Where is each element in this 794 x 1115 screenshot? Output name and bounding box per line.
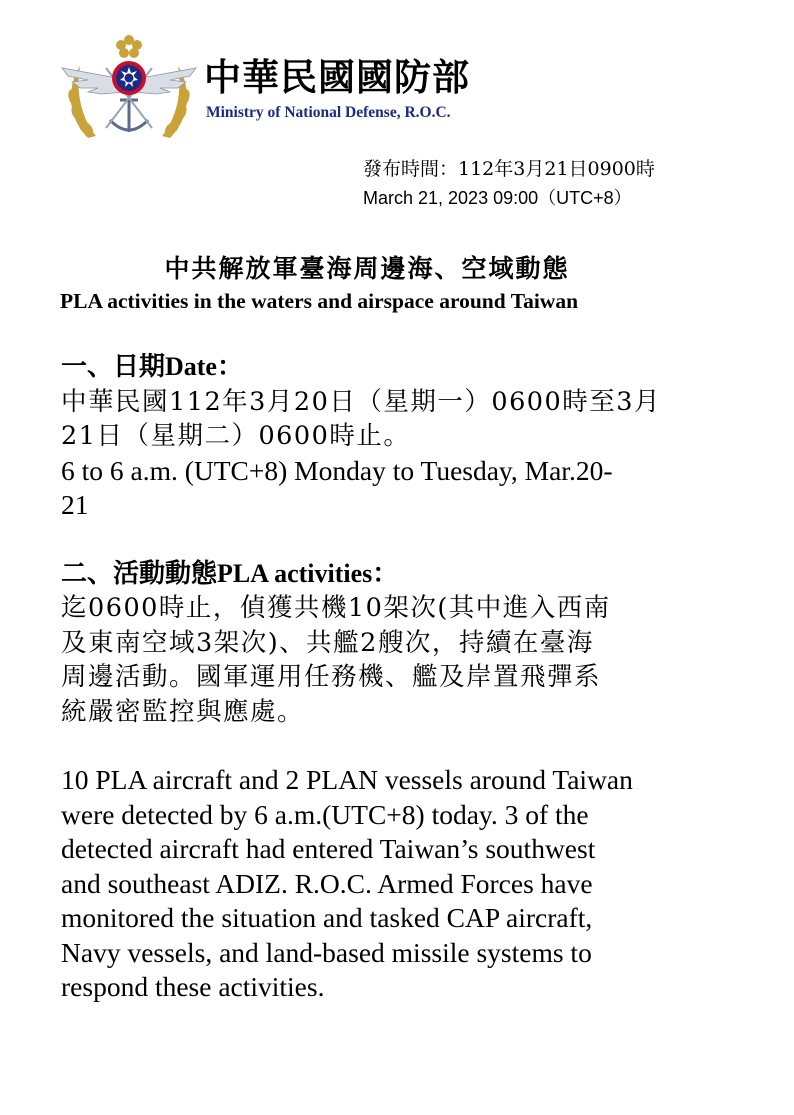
date-en-line-1: 6 to 6 a.m. (UTC+8) Monday to Tuesday, Mar.20- [61, 454, 613, 486]
activities-en-line-6: Navy vessels, and land-based missile systems to [61, 936, 592, 968]
section-date-heading: 一、日期Date： [61, 352, 243, 381]
mnd-emblem-icon [58, 28, 200, 146]
activities-zh-line-1: 迄0600時止，偵獲共機10架次(其中進入西南 [61, 593, 611, 623]
title-zh: 中共解放軍臺海周邊海、空域動態 [164, 254, 570, 283]
date-zh-line-2: 21日（星期二）0600時止。 [61, 421, 411, 451]
org-name-en: Ministry of National Defense, R.O.C. [206, 104, 451, 121]
activities-zh-line-2: 及東南空域3架次)、共艦2艘次，持續在臺海 [61, 627, 594, 658]
activities-en-line-4: and southeast ADIZ. R.O.C. Armed Forces have [61, 867, 593, 899]
document-body [61, 350, 731, 1005]
release-time-en: March 21, 2023 09:00（UTC+8） [363, 188, 632, 208]
activities-en-line-5: monitored the situation and tasked CAP aircraft, [61, 902, 593, 933]
title-en: PLA activities in the waters and airspace around Taiwan [60, 289, 579, 313]
release-time-zh: 發布時間：112年3月21日0900時 [363, 158, 655, 180]
section-date [61, 350, 731, 523]
date-en-line-2: 21 [61, 489, 89, 520]
activities-en-line-7: respond these activities. [61, 971, 325, 1002]
section-gap [61, 523, 731, 557]
activities-en-line-1: 10 PLA aircraft and 2 PLAN vessels around Taiwan [61, 764, 633, 795]
org-name-zh: 中華民國國防部 [204, 56, 470, 99]
section-activities-heading: 二、活動動態PLA activities： [61, 558, 399, 588]
document-header [58, 28, 518, 148]
activities-zh-line-4: 統嚴密監控與應處。 [61, 696, 305, 727]
release-time [363, 155, 655, 213]
activities-en-line-2: were detected by 6 a.m.(UTC+8) today. 3 of the [61, 798, 589, 830]
paragraph-gap [61, 729, 731, 763]
date-zh-line-1: 中華民國112年3月20日（星期一）0600時至3月 [61, 386, 661, 417]
activities-zh-line-3: 周邊活動。國軍運用任務機、艦及岸置飛彈系 [61, 662, 602, 692]
section-activities [61, 557, 731, 1005]
activities-en-line-3: detected aircraft had entered Taiwan’s southwest [61, 833, 596, 864]
